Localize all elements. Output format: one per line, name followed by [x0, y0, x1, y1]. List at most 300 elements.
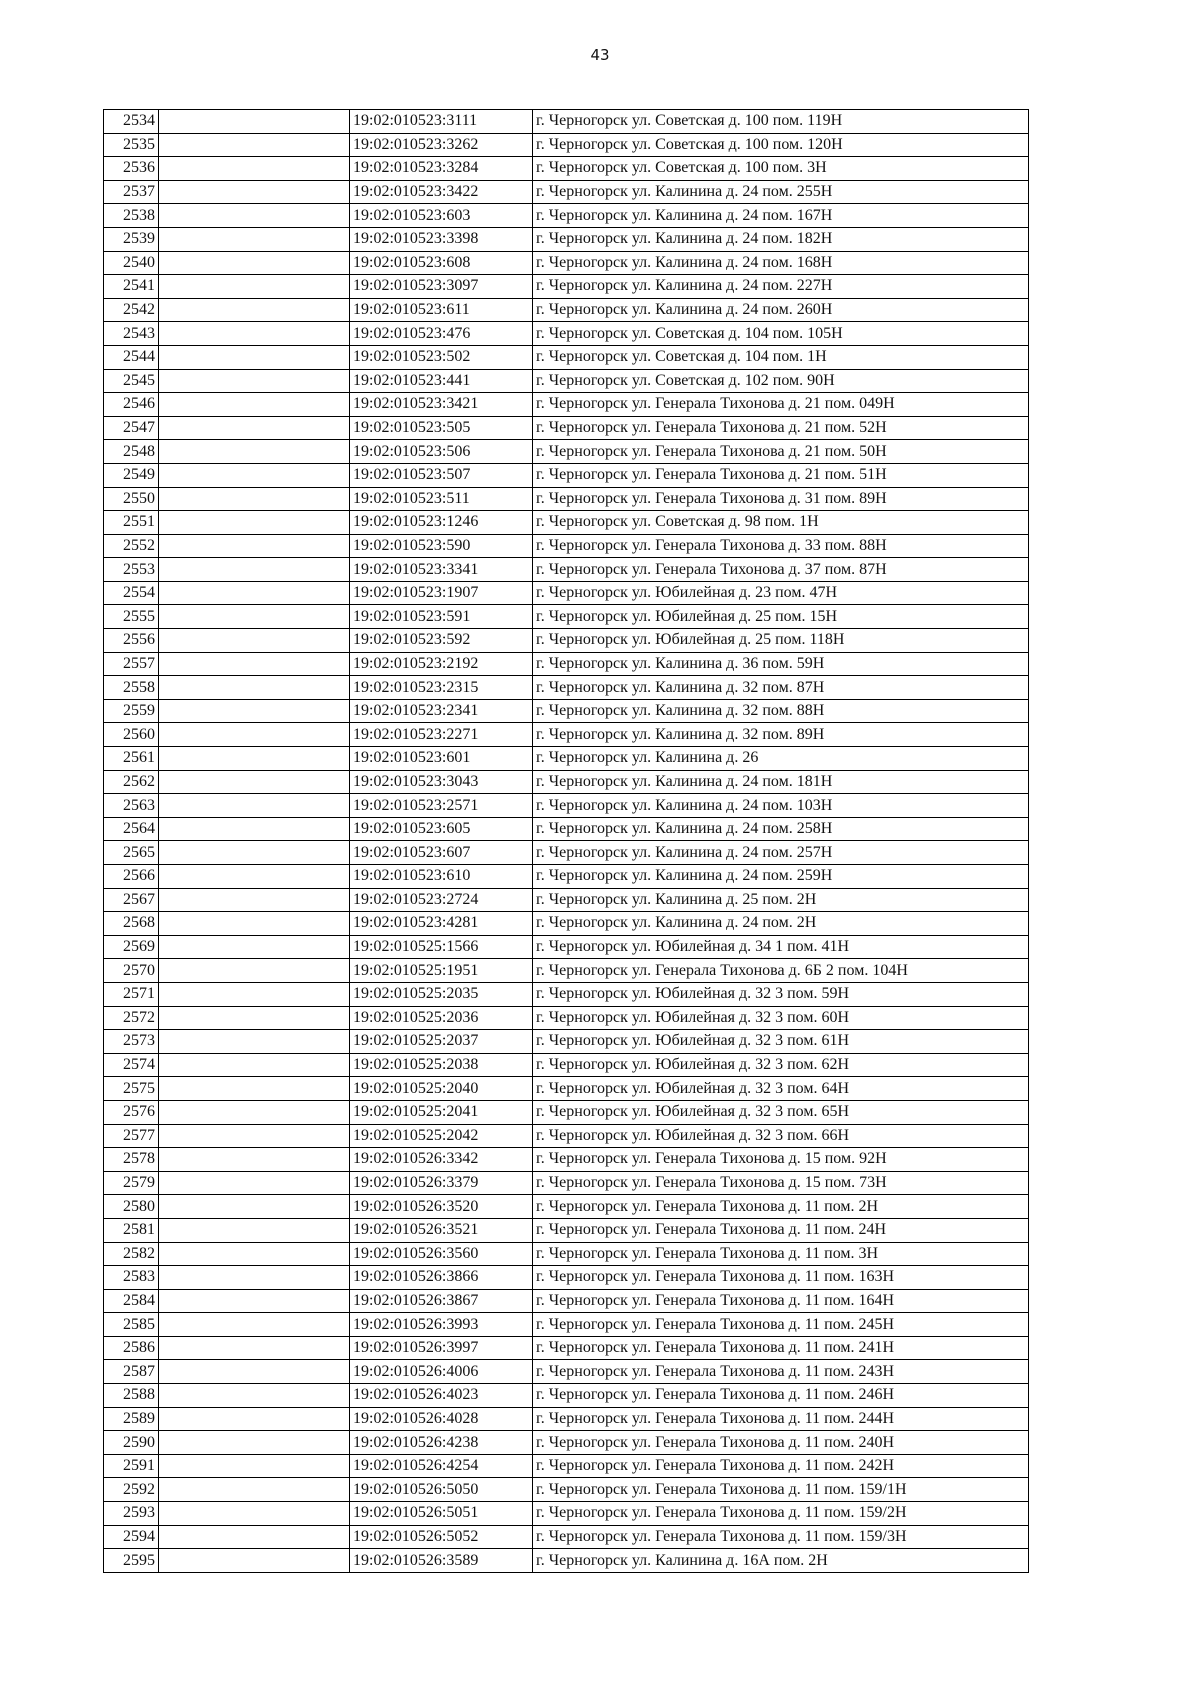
table-row	[104, 204, 1029, 228]
table-row	[104, 1289, 1029, 1313]
row-number-cell: 2564	[104, 817, 159, 841]
table-row	[104, 1525, 1029, 1549]
address-cell: г. Черногорск ул. Советская д. 104 пом. 1Н	[533, 345, 1029, 369]
row-number-cell: 2583	[104, 1266, 159, 1290]
table-row	[104, 558, 1029, 582]
blank-cell	[159, 487, 350, 511]
address-cell: г. Черногорск ул. Калинина д. 24 пом. 167Н	[533, 204, 1029, 228]
address-cell: г. Черногорск ул. Генерала Тихонова д. 11 пом. 244Н	[533, 1407, 1029, 1431]
blank-cell	[159, 180, 350, 204]
cadastral-number-cell: 19:02:010523:2271	[350, 723, 533, 747]
cadastral-number-cell: 19:02:010523:607	[350, 841, 533, 865]
address-cell: г. Черногорск ул. Юбилейная д. 32 3 пом. 62Н	[533, 1053, 1029, 1077]
blank-cell	[159, 322, 350, 346]
cadastral-number-cell: 19:02:010523:506	[350, 440, 533, 464]
address-cell: г. Черногорск ул. Юбилейная д. 32 3 пом. 59Н	[533, 982, 1029, 1006]
cadastral-number-cell: 19:02:010523:611	[350, 298, 533, 322]
row-number-cell: 2570	[104, 959, 159, 983]
row-number-cell: 2560	[104, 723, 159, 747]
address-cell: г. Черногорск ул. Советская д. 100 пом. 119Н	[533, 110, 1029, 134]
blank-cell	[159, 1100, 350, 1124]
row-number-cell: 2552	[104, 534, 159, 558]
table-row	[104, 440, 1029, 464]
cadastral-number-cell: 19:02:010525:1566	[350, 935, 533, 959]
address-cell: г. Черногорск ул. Калинина д. 24 пом. 182Н	[533, 227, 1029, 251]
table-row	[104, 652, 1029, 676]
cadastral-number-cell: 19:02:010526:5051	[350, 1502, 533, 1526]
table-row	[104, 275, 1029, 299]
cadastral-number-cell: 19:02:010523:3341	[350, 558, 533, 582]
address-cell: г. Черногорск ул. Калинина д. 24 пом. 168Н	[533, 251, 1029, 275]
cadastral-number-cell: 19:02:010526:5050	[350, 1478, 533, 1502]
blank-cell	[159, 1360, 350, 1384]
cadastral-number-cell: 19:02:010526:3867	[350, 1289, 533, 1313]
table-row	[104, 1053, 1029, 1077]
address-cell: г. Черногорск ул. Генерала Тихонова д. 11 пом. 245Н	[533, 1313, 1029, 1337]
table-row	[104, 133, 1029, 157]
address-cell: г. Черногорск ул. Юбилейная д. 25 пом. 118Н	[533, 629, 1029, 653]
blank-cell	[159, 251, 350, 275]
blank-cell	[159, 1336, 350, 1360]
blank-cell	[159, 204, 350, 228]
cadastral-number-cell: 19:02:010526:5052	[350, 1525, 533, 1549]
table-row	[104, 487, 1029, 511]
cadastral-number-cell: 19:02:010523:3111	[350, 110, 533, 134]
row-number-cell: 2544	[104, 345, 159, 369]
address-cell: г. Черногорск ул. Советская д. 104 пом. 105Н	[533, 322, 1029, 346]
row-number-cell: 2584	[104, 1289, 159, 1313]
address-cell: г. Черногорск ул. Генерала Тихонова д. 37 пом. 87Н	[533, 558, 1029, 582]
blank-cell	[159, 227, 350, 251]
table-row	[104, 1478, 1029, 1502]
row-number-cell: 2582	[104, 1242, 159, 1266]
row-number-cell: 2580	[104, 1195, 159, 1219]
table-row	[104, 1077, 1029, 1101]
table-row	[104, 794, 1029, 818]
registry-table-body	[104, 110, 1029, 1573]
row-number-cell: 2555	[104, 605, 159, 629]
blank-cell	[159, 1124, 350, 1148]
blank-cell	[159, 723, 350, 747]
row-number-cell: 2587	[104, 1360, 159, 1384]
blank-cell	[159, 841, 350, 865]
address-cell: г. Черногорск ул. Калинина д. 25 пом. 2Н	[533, 888, 1029, 912]
table-row	[104, 251, 1029, 275]
table-row	[104, 298, 1029, 322]
address-cell: г. Черногорск ул. Калинина д. 32 пом. 87Н	[533, 676, 1029, 700]
cadastral-number-cell: 19:02:010526:3997	[350, 1336, 533, 1360]
blank-cell	[159, 416, 350, 440]
cadastral-number-cell: 19:02:010523:511	[350, 487, 533, 511]
row-number-cell: 2573	[104, 1030, 159, 1054]
cadastral-number-cell: 19:02:010526:3342	[350, 1148, 533, 1172]
address-cell: г. Черногорск ул. Генерала Тихонова д. 15 пом. 92Н	[533, 1148, 1029, 1172]
address-cell: г. Черногорск ул. Генерала Тихонова д. 33 пом. 88Н	[533, 534, 1029, 558]
address-cell: г. Черногорск ул. Калинина д. 24 пом. 260Н	[533, 298, 1029, 322]
row-number-cell: 2567	[104, 888, 159, 912]
table-row	[104, 581, 1029, 605]
address-cell: г. Черногорск ул. Калинина д. 24 пом. 181Н	[533, 770, 1029, 794]
address-cell: г. Черногорск ул. Генерала Тихонова д. 21 пом. 049Н	[533, 393, 1029, 417]
row-number-cell: 2588	[104, 1384, 159, 1408]
row-number-cell: 2539	[104, 227, 159, 251]
address-cell: г. Черногорск ул. Генерала Тихонова д. 11 пом. 246Н	[533, 1384, 1029, 1408]
row-number-cell: 2575	[104, 1077, 159, 1101]
blank-cell	[159, 463, 350, 487]
table-row	[104, 1218, 1029, 1242]
row-number-cell: 2578	[104, 1148, 159, 1172]
cadastral-number-cell: 19:02:010525:2042	[350, 1124, 533, 1148]
address-cell: г. Черногорск ул. Юбилейная д. 34 1 пом. 41Н	[533, 935, 1029, 959]
blank-cell	[159, 511, 350, 535]
blank-cell	[159, 817, 350, 841]
cadastral-number-cell: 19:02:010523:601	[350, 747, 533, 771]
blank-cell	[159, 1006, 350, 1030]
row-number-cell: 2540	[104, 251, 159, 275]
row-number-cell: 2577	[104, 1124, 159, 1148]
table-row	[104, 1454, 1029, 1478]
row-number-cell: 2563	[104, 794, 159, 818]
row-number-cell: 2585	[104, 1313, 159, 1337]
row-number-cell: 2559	[104, 699, 159, 723]
address-cell: г. Черногорск ул. Калинина д. 24 пом. 255Н	[533, 180, 1029, 204]
cadastral-number-cell: 19:02:010526:4006	[350, 1360, 533, 1384]
page-number: 43	[590, 46, 610, 64]
address-cell: г. Черногорск ул. Юбилейная д. 32 3 пом. 66Н	[533, 1124, 1029, 1148]
blank-cell	[159, 1077, 350, 1101]
table-row	[104, 345, 1029, 369]
registry-table	[103, 109, 1029, 1573]
cadastral-number-cell: 19:02:010523:3262	[350, 133, 533, 157]
table-row	[104, 393, 1029, 417]
cadastral-number-cell: 19:02:010526:3866	[350, 1266, 533, 1290]
blank-cell	[159, 865, 350, 889]
cadastral-number-cell: 19:02:010523:1246	[350, 511, 533, 535]
table-row	[104, 180, 1029, 204]
address-cell: г. Черногорск ул. Генерала Тихонова д. 21 пом. 52Н	[533, 416, 1029, 440]
cadastral-number-cell: 19:02:010523:507	[350, 463, 533, 487]
table-row	[104, 1360, 1029, 1384]
row-number-cell: 2590	[104, 1431, 159, 1455]
row-number-cell: 2534	[104, 110, 159, 134]
cadastral-number-cell: 19:02:010523:3421	[350, 393, 533, 417]
address-cell: г. Черногорск ул. Генерала Тихонова д. 21 пом. 51Н	[533, 463, 1029, 487]
blank-cell	[159, 747, 350, 771]
address-cell: г. Черногорск ул. Юбилейная д. 32 3 пом. 60Н	[533, 1006, 1029, 1030]
row-number-cell: 2557	[104, 652, 159, 676]
blank-cell	[159, 605, 350, 629]
table-row	[104, 1336, 1029, 1360]
row-number-cell: 2581	[104, 1218, 159, 1242]
blank-cell	[159, 534, 350, 558]
cadastral-number-cell: 19:02:010523:592	[350, 629, 533, 653]
cadastral-number-cell: 19:02:010523:2315	[350, 676, 533, 700]
blank-cell	[159, 1384, 350, 1408]
address-cell: г. Черногорск ул. Генерала Тихонова д. 11 пом. 24Н	[533, 1218, 1029, 1242]
blank-cell	[159, 888, 350, 912]
row-number-cell: 2549	[104, 463, 159, 487]
table-row	[104, 982, 1029, 1006]
cadastral-number-cell: 19:02:010523:3097	[350, 275, 533, 299]
blank-cell	[159, 1266, 350, 1290]
row-number-cell: 2571	[104, 982, 159, 1006]
cadastral-number-cell: 19:02:010523:3398	[350, 227, 533, 251]
row-number-cell: 2572	[104, 1006, 159, 1030]
cadastral-number-cell: 19:02:010526:4023	[350, 1384, 533, 1408]
cadastral-number-cell: 19:02:010525:2036	[350, 1006, 533, 1030]
address-cell: г. Черногорск ул. Генерала Тихонова д. 11 пом. 163Н	[533, 1266, 1029, 1290]
address-cell: г. Черногорск ул. Калинина д. 32 пом. 88Н	[533, 699, 1029, 723]
row-number-cell: 2562	[104, 770, 159, 794]
table-row	[104, 534, 1029, 558]
cadastral-number-cell: 19:02:010526:3379	[350, 1171, 533, 1195]
table-row	[104, 912, 1029, 936]
cadastral-number-cell: 19:02:010523:605	[350, 817, 533, 841]
row-number-cell: 2550	[104, 487, 159, 511]
address-cell: г. Черногорск ул. Калинина д. 32 пом. 89Н	[533, 723, 1029, 747]
cadastral-number-cell: 19:02:010523:2571	[350, 794, 533, 818]
blank-cell	[159, 1053, 350, 1077]
cadastral-number-cell: 19:02:010526:3520	[350, 1195, 533, 1219]
table-row	[104, 227, 1029, 251]
row-number-cell: 2541	[104, 275, 159, 299]
cadastral-number-cell: 19:02:010523:502	[350, 345, 533, 369]
blank-cell	[159, 1549, 350, 1573]
cadastral-number-cell: 19:02:010523:476	[350, 322, 533, 346]
cadastral-number-cell: 19:02:010523:608	[350, 251, 533, 275]
cadastral-number-cell: 19:02:010526:3993	[350, 1313, 533, 1337]
row-number-cell: 2589	[104, 1407, 159, 1431]
cadastral-number-cell: 19:02:010526:4028	[350, 1407, 533, 1431]
blank-cell	[159, 959, 350, 983]
blank-cell	[159, 676, 350, 700]
blank-cell	[159, 912, 350, 936]
cadastral-number-cell: 19:02:010523:591	[350, 605, 533, 629]
blank-cell	[159, 1313, 350, 1337]
row-number-cell: 2591	[104, 1454, 159, 1478]
table-row	[104, 1549, 1029, 1573]
cadastral-number-cell: 19:02:010523:1907	[350, 581, 533, 605]
cadastral-number-cell: 19:02:010523:603	[350, 204, 533, 228]
address-cell: г. Черногорск ул. Калинина д. 24 пом. 257Н	[533, 841, 1029, 865]
blank-cell	[159, 1195, 350, 1219]
table-row	[104, 511, 1029, 535]
address-cell: г. Черногорск ул. Генерала Тихонова д. 11 пом. 2Н	[533, 1195, 1029, 1219]
address-cell: г. Черногорск ул. Генерала Тихонова д. 31 пом. 89Н	[533, 487, 1029, 511]
row-number-cell: 2594	[104, 1525, 159, 1549]
address-cell: г. Черногорск ул. Калинина д. 24 пом. 258Н	[533, 817, 1029, 841]
table-row	[104, 747, 1029, 771]
blank-cell	[159, 935, 350, 959]
table-row	[104, 1100, 1029, 1124]
table-row	[104, 110, 1029, 134]
cadastral-number-cell: 19:02:010526:3521	[350, 1218, 533, 1242]
cadastral-number-cell: 19:02:010526:4254	[350, 1454, 533, 1478]
blank-cell	[159, 1242, 350, 1266]
table-row	[104, 629, 1029, 653]
blank-cell	[159, 369, 350, 393]
cadastral-number-cell: 19:02:010523:3422	[350, 180, 533, 204]
cadastral-number-cell: 19:02:010523:2724	[350, 888, 533, 912]
row-number-cell: 2592	[104, 1478, 159, 1502]
row-number-cell: 2553	[104, 558, 159, 582]
row-number-cell: 2566	[104, 865, 159, 889]
row-number-cell: 2543	[104, 322, 159, 346]
blank-cell	[159, 345, 350, 369]
address-cell: г. Черногорск ул. Калинина д. 24 пом. 2Н	[533, 912, 1029, 936]
row-number-cell: 2574	[104, 1053, 159, 1077]
table-row	[104, 1431, 1029, 1455]
table-row	[104, 1242, 1029, 1266]
row-number-cell: 2542	[104, 298, 159, 322]
row-number-cell: 2561	[104, 747, 159, 771]
address-cell: г. Черногорск ул. Генерала Тихонова д. 11 пом. 243Н	[533, 1360, 1029, 1384]
cadastral-number-cell: 19:02:010523:2192	[350, 652, 533, 676]
row-number-cell: 2556	[104, 629, 159, 653]
cadastral-number-cell: 19:02:010525:2037	[350, 1030, 533, 1054]
row-number-cell: 2538	[104, 204, 159, 228]
address-cell: г. Черногорск ул. Калинина д. 36 пом. 59Н	[533, 652, 1029, 676]
address-cell: г. Черногорск ул. Генерала Тихонова д. 11 пом. 159/3Н	[533, 1525, 1029, 1549]
address-cell: г. Черногорск ул. Калинина д. 16А пом. 2Н	[533, 1549, 1029, 1573]
table-row	[104, 770, 1029, 794]
cadastral-number-cell: 19:02:010523:3284	[350, 157, 533, 181]
blank-cell	[159, 1478, 350, 1502]
row-number-cell: 2576	[104, 1100, 159, 1124]
table-row	[104, 1124, 1029, 1148]
row-number-cell: 2586	[104, 1336, 159, 1360]
address-cell: г. Черногорск ул. Юбилейная д. 32 3 пом. 64Н	[533, 1077, 1029, 1101]
table-row	[104, 865, 1029, 889]
cadastral-number-cell: 19:02:010525:1951	[350, 959, 533, 983]
row-number-cell: 2536	[104, 157, 159, 181]
cadastral-number-cell: 19:02:010525:2038	[350, 1053, 533, 1077]
blank-cell	[159, 652, 350, 676]
blank-cell	[159, 133, 350, 157]
row-number-cell: 2546	[104, 393, 159, 417]
table-row	[104, 157, 1029, 181]
blank-cell	[159, 770, 350, 794]
row-number-cell: 2595	[104, 1549, 159, 1573]
address-cell: г. Черногорск ул. Советская д. 100 пом. 120Н	[533, 133, 1029, 157]
row-number-cell: 2593	[104, 1502, 159, 1526]
table-row	[104, 1006, 1029, 1030]
blank-cell	[159, 558, 350, 582]
cadastral-number-cell: 19:02:010523:3043	[350, 770, 533, 794]
table-row	[104, 1030, 1029, 1054]
blank-cell	[159, 1431, 350, 1455]
address-cell: г. Черногорск ул. Генерала Тихонова д. 21 пом. 50Н	[533, 440, 1029, 464]
address-cell: г. Черногорск ул. Калинина д. 24 пом. 259Н	[533, 865, 1029, 889]
blank-cell	[159, 393, 350, 417]
table-row	[104, 676, 1029, 700]
row-number-cell: 2554	[104, 581, 159, 605]
blank-cell	[159, 1502, 350, 1526]
blank-cell	[159, 157, 350, 181]
blank-cell	[159, 1171, 350, 1195]
cadastral-number-cell: 19:02:010523:590	[350, 534, 533, 558]
address-cell: г. Черногорск ул. Генерала Тихонова д. 15 пом. 73Н	[533, 1171, 1029, 1195]
blank-cell	[159, 1289, 350, 1313]
address-cell: г. Черногорск ул. Генерала Тихонова д. 11 пом. 159/1Н	[533, 1478, 1029, 1502]
table-row	[104, 888, 1029, 912]
table-row	[104, 935, 1029, 959]
blank-cell	[159, 581, 350, 605]
cadastral-number-cell: 19:02:010523:4281	[350, 912, 533, 936]
table-row	[104, 699, 1029, 723]
blank-cell	[159, 1030, 350, 1054]
row-number-cell: 2535	[104, 133, 159, 157]
address-cell: г. Черногорск ул. Генерала Тихонова д. 11 пом. 159/2Н	[533, 1502, 1029, 1526]
cadastral-number-cell: 19:02:010525:2040	[350, 1077, 533, 1101]
blank-cell	[159, 1148, 350, 1172]
address-cell: г. Черногорск ул. Генерала Тихонова д. 11 пом. 241Н	[533, 1336, 1029, 1360]
table-row	[104, 322, 1029, 346]
table-row	[104, 723, 1029, 747]
cadastral-number-cell: 19:02:010525:2041	[350, 1100, 533, 1124]
cadastral-number-cell: 19:02:010523:441	[350, 369, 533, 393]
row-number-cell: 2565	[104, 841, 159, 865]
blank-cell	[159, 629, 350, 653]
row-number-cell: 2558	[104, 676, 159, 700]
address-cell: г. Черногорск ул. Юбилейная д. 23 пом. 47Н	[533, 581, 1029, 605]
cadastral-number-cell: 19:02:010526:3560	[350, 1242, 533, 1266]
row-number-cell: 2568	[104, 912, 159, 936]
table-row	[104, 817, 1029, 841]
address-cell: г. Черногорск ул. Генерала Тихонова д. 11 пом. 240Н	[533, 1431, 1029, 1455]
table-row	[104, 1148, 1029, 1172]
blank-cell	[159, 794, 350, 818]
cadastral-number-cell: 19:02:010526:3589	[350, 1549, 533, 1573]
row-number-cell: 2548	[104, 440, 159, 464]
cadastral-number-cell: 19:02:010525:2035	[350, 982, 533, 1006]
address-cell: г. Черногорск ул. Калинина д. 26	[533, 747, 1029, 771]
address-cell: г. Черногорск ул. Генерала Тихонова д. 11 пом. 242Н	[533, 1454, 1029, 1478]
address-cell: г. Черногорск ул. Юбилейная д. 32 3 пом. 65Н	[533, 1100, 1029, 1124]
table-row	[104, 841, 1029, 865]
address-cell: г. Черногорск ул. Генерала Тихонова д. 11 пом. 164Н	[533, 1289, 1029, 1313]
blank-cell	[159, 298, 350, 322]
blank-cell	[159, 1525, 350, 1549]
address-cell: г. Черногорск ул. Калинина д. 24 пом. 227Н	[533, 275, 1029, 299]
row-number-cell: 2545	[104, 369, 159, 393]
table-row	[104, 1171, 1029, 1195]
table-row	[104, 1502, 1029, 1526]
table-row	[104, 369, 1029, 393]
address-cell: г. Черногорск ул. Генерала Тихонова д. 11 пом. 3Н	[533, 1242, 1029, 1266]
blank-cell	[159, 275, 350, 299]
table-row	[104, 1313, 1029, 1337]
address-cell: г. Черногорск ул. Советская д. 102 пом. 90Н	[533, 369, 1029, 393]
table-row	[104, 605, 1029, 629]
row-number-cell: 2569	[104, 935, 159, 959]
blank-cell	[159, 982, 350, 1006]
row-number-cell: 2579	[104, 1171, 159, 1195]
table-row	[104, 1266, 1029, 1290]
row-number-cell: 2547	[104, 416, 159, 440]
cadastral-number-cell: 19:02:010526:4238	[350, 1431, 533, 1455]
blank-cell	[159, 110, 350, 134]
address-cell: г. Черногорск ул. Калинина д. 24 пом. 103Н	[533, 794, 1029, 818]
address-cell: г. Черногорск ул. Юбилейная д. 25 пом. 15Н	[533, 605, 1029, 629]
blank-cell	[159, 1454, 350, 1478]
table-row	[104, 463, 1029, 487]
address-cell: г. Черногорск ул. Советская д. 98 пом. 1Н	[533, 511, 1029, 535]
blank-cell	[159, 699, 350, 723]
address-cell: г. Черногорск ул. Генерала Тихонова д. 6Б 2 пом. 104Н	[533, 959, 1029, 983]
blank-cell	[159, 440, 350, 464]
cadastral-number-cell: 19:02:010523:610	[350, 865, 533, 889]
